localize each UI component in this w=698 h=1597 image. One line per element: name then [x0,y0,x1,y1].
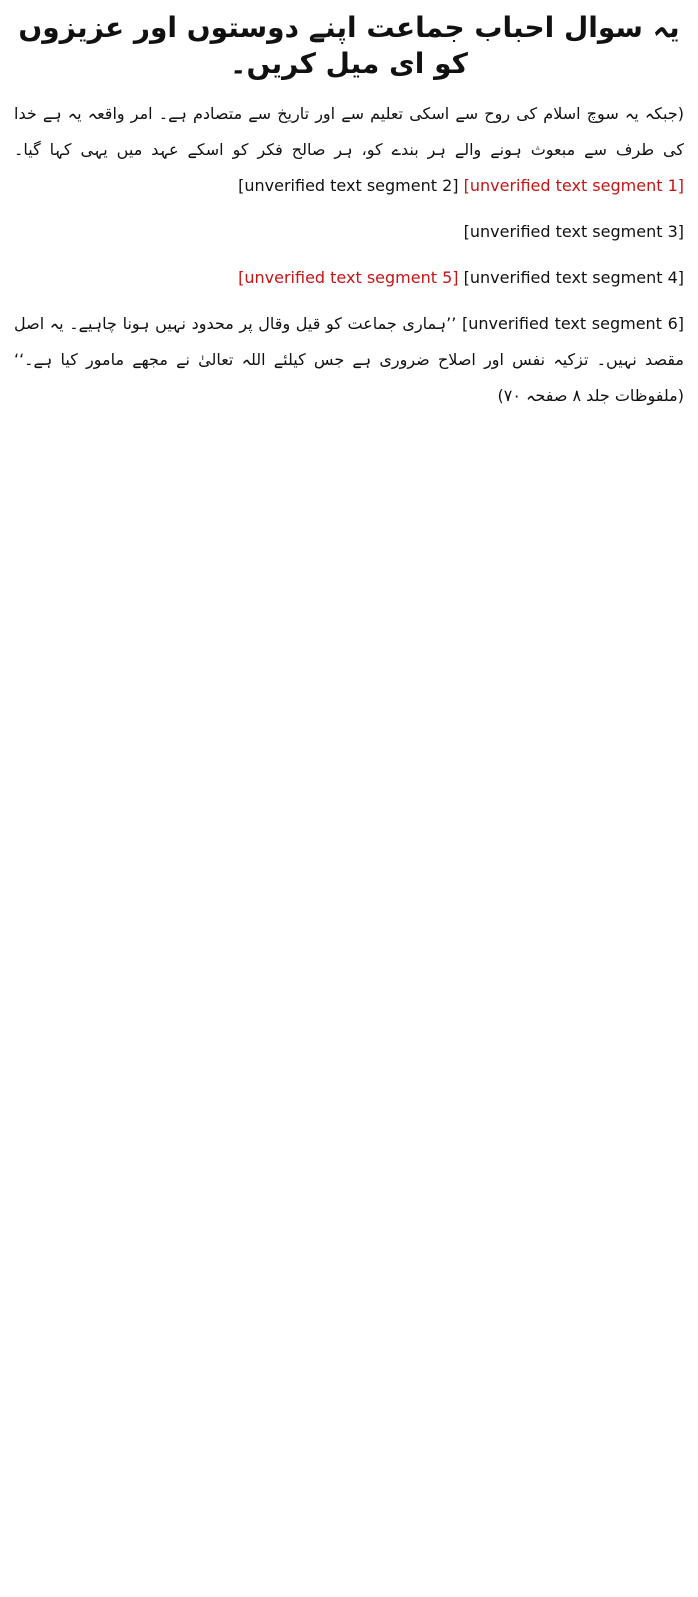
paragraph [14,260,684,296]
highlighted-text: [unverified text segment 1] [463,176,684,195]
paragraph [14,96,684,204]
paragraph [14,214,684,250]
text-segment: [unverified text segment 3] [463,222,684,241]
text-segment: ’’ہماری جماعت کو قیل وقال پر محدود نہیں ہونا چاہیے۔ یہ اصل مقصد نہیں۔ تزکیہ نفس اور اصلاح ضروری ہے جس کیلئے اللہ تعالیٰ نے مجھے مامور کیا ہے۔‘‘ (ملفوظات جلد ۸ صفحہ ۷۰) [14,314,684,405]
paragraph [14,306,684,414]
text-segment: [unverified text segment 2] [238,176,459,195]
text-segment: (جبکہ یہ سوچ اسلام کی روح سے اسکی تعلیم سے اور تاریخ سے متصادم ہے۔ امر واقعہ یہ ہے خدا کی طرف سے مبعوث ہونے والے ہر بندے کو، ہر صالح فکر کو اسکے عہد میں یہی کہا گیا۔ [14,104,684,159]
page-title: یہ سوال احباب جماعت اپنے دوستوں اور عزیزوں کو ای میل کریں۔ [18,11,680,80]
text-segment: [unverified text segment 6] [462,314,685,333]
article-body [14,96,684,414]
text-segment: [unverified text segment 4] [463,268,684,287]
highlighted-text: [unverified text segment 5] [238,268,459,287]
